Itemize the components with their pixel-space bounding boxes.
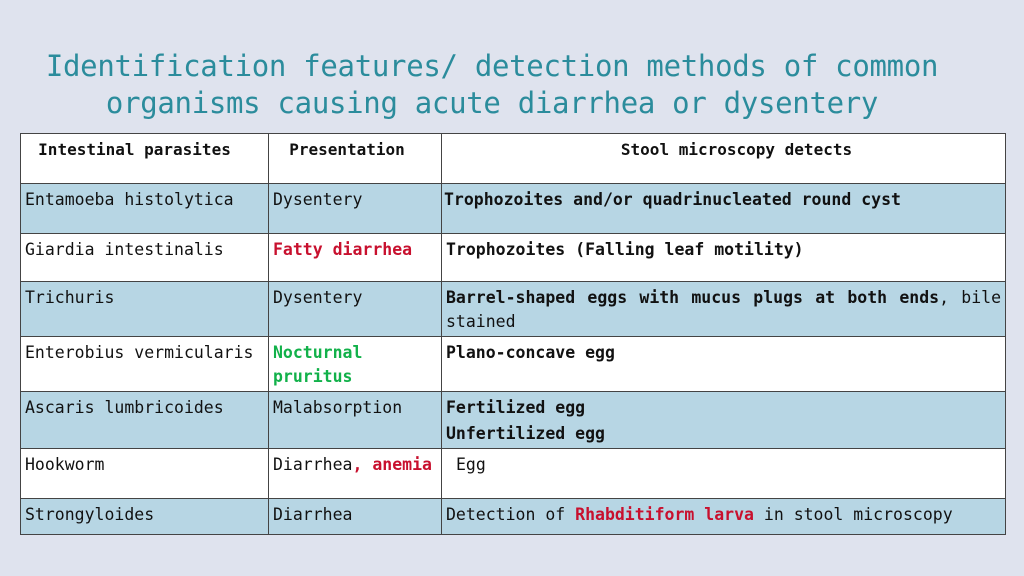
detects-cell — [442, 499, 1006, 535]
header-stool-microscopy: Stool microscopy detects — [442, 134, 1006, 184]
parasite-table — [20, 133, 1006, 535]
organism-cell: Entamoeba histolytica — [21, 184, 269, 234]
slide-title-line-1: Identification features/ detection methods of common — [45, 49, 939, 83]
detects-cell — [442, 392, 1006, 449]
presentation-cell: Diarrhea — [269, 499, 442, 535]
detects-post-text: in stool microscopy — [753, 505, 953, 524]
detects-pre-text: Detection of — [446, 505, 576, 524]
organism-cell: Ascaris lumbricoides — [21, 392, 269, 449]
table-row — [21, 234, 1006, 282]
organism-cell: Trichuris — [21, 282, 269, 337]
detects-cell — [442, 282, 1006, 337]
presentation-cell: Malabsorption — [269, 392, 442, 449]
presentation-cell: Dysentery — [269, 282, 442, 337]
presentation-cell: Fatty diarrhea — [269, 234, 442, 282]
presentation-cell: Nocturnal pruritus — [269, 337, 442, 392]
detects-cell: Trophozoites (Falling leaf motility) — [442, 234, 1006, 282]
presentation-cell: Dysentery — [269, 184, 442, 234]
slide-title-line-2: organisms causing acute diarrhea or dysentery — [105, 86, 879, 120]
table-row — [21, 449, 1006, 499]
slide-title — [0, 48, 984, 122]
detects-cell: Trophozoites and/or quadrinucleated round cyst — [442, 184, 1006, 234]
table-row — [21, 184, 1006, 234]
organism-cell: Giardia intestinalis — [21, 234, 269, 282]
header-presentation: Presentation — [269, 134, 442, 184]
organism-cell: Hookworm — [21, 449, 269, 499]
table-row — [21, 282, 1006, 337]
table-row — [21, 392, 1006, 449]
detects-line-2: Unfertilized egg — [446, 424, 605, 443]
detects-bold-text: Barrel-shaped eggs with mucus plugs at both ends — [446, 288, 940, 307]
detects-cell: Plano-concave egg — [442, 337, 1006, 392]
detects-highlight-text: Rhabditiform larva — [575, 505, 754, 524]
presentation-part-b: anemia — [372, 455, 432, 474]
presentation-part-a: Diarrhea — [273, 455, 353, 474]
presentation-cell — [269, 449, 442, 499]
detects-separator: , — [939, 288, 950, 307]
detects-line-1: Fertilized egg — [446, 398, 586, 417]
header-intestinal-parasites: Intestinal parasites — [21, 134, 269, 184]
table-row — [21, 337, 1006, 392]
detects-cell: Egg — [442, 449, 1006, 499]
table-row — [21, 499, 1006, 535]
table-header-row — [21, 134, 1006, 184]
organism-cell: Enterobius vermicularis — [21, 337, 269, 392]
detects-rest-text: bile stained — [446, 288, 1002, 331]
organism-cell: Strongyloides — [21, 499, 269, 535]
presentation-separator: , — [352, 455, 373, 474]
